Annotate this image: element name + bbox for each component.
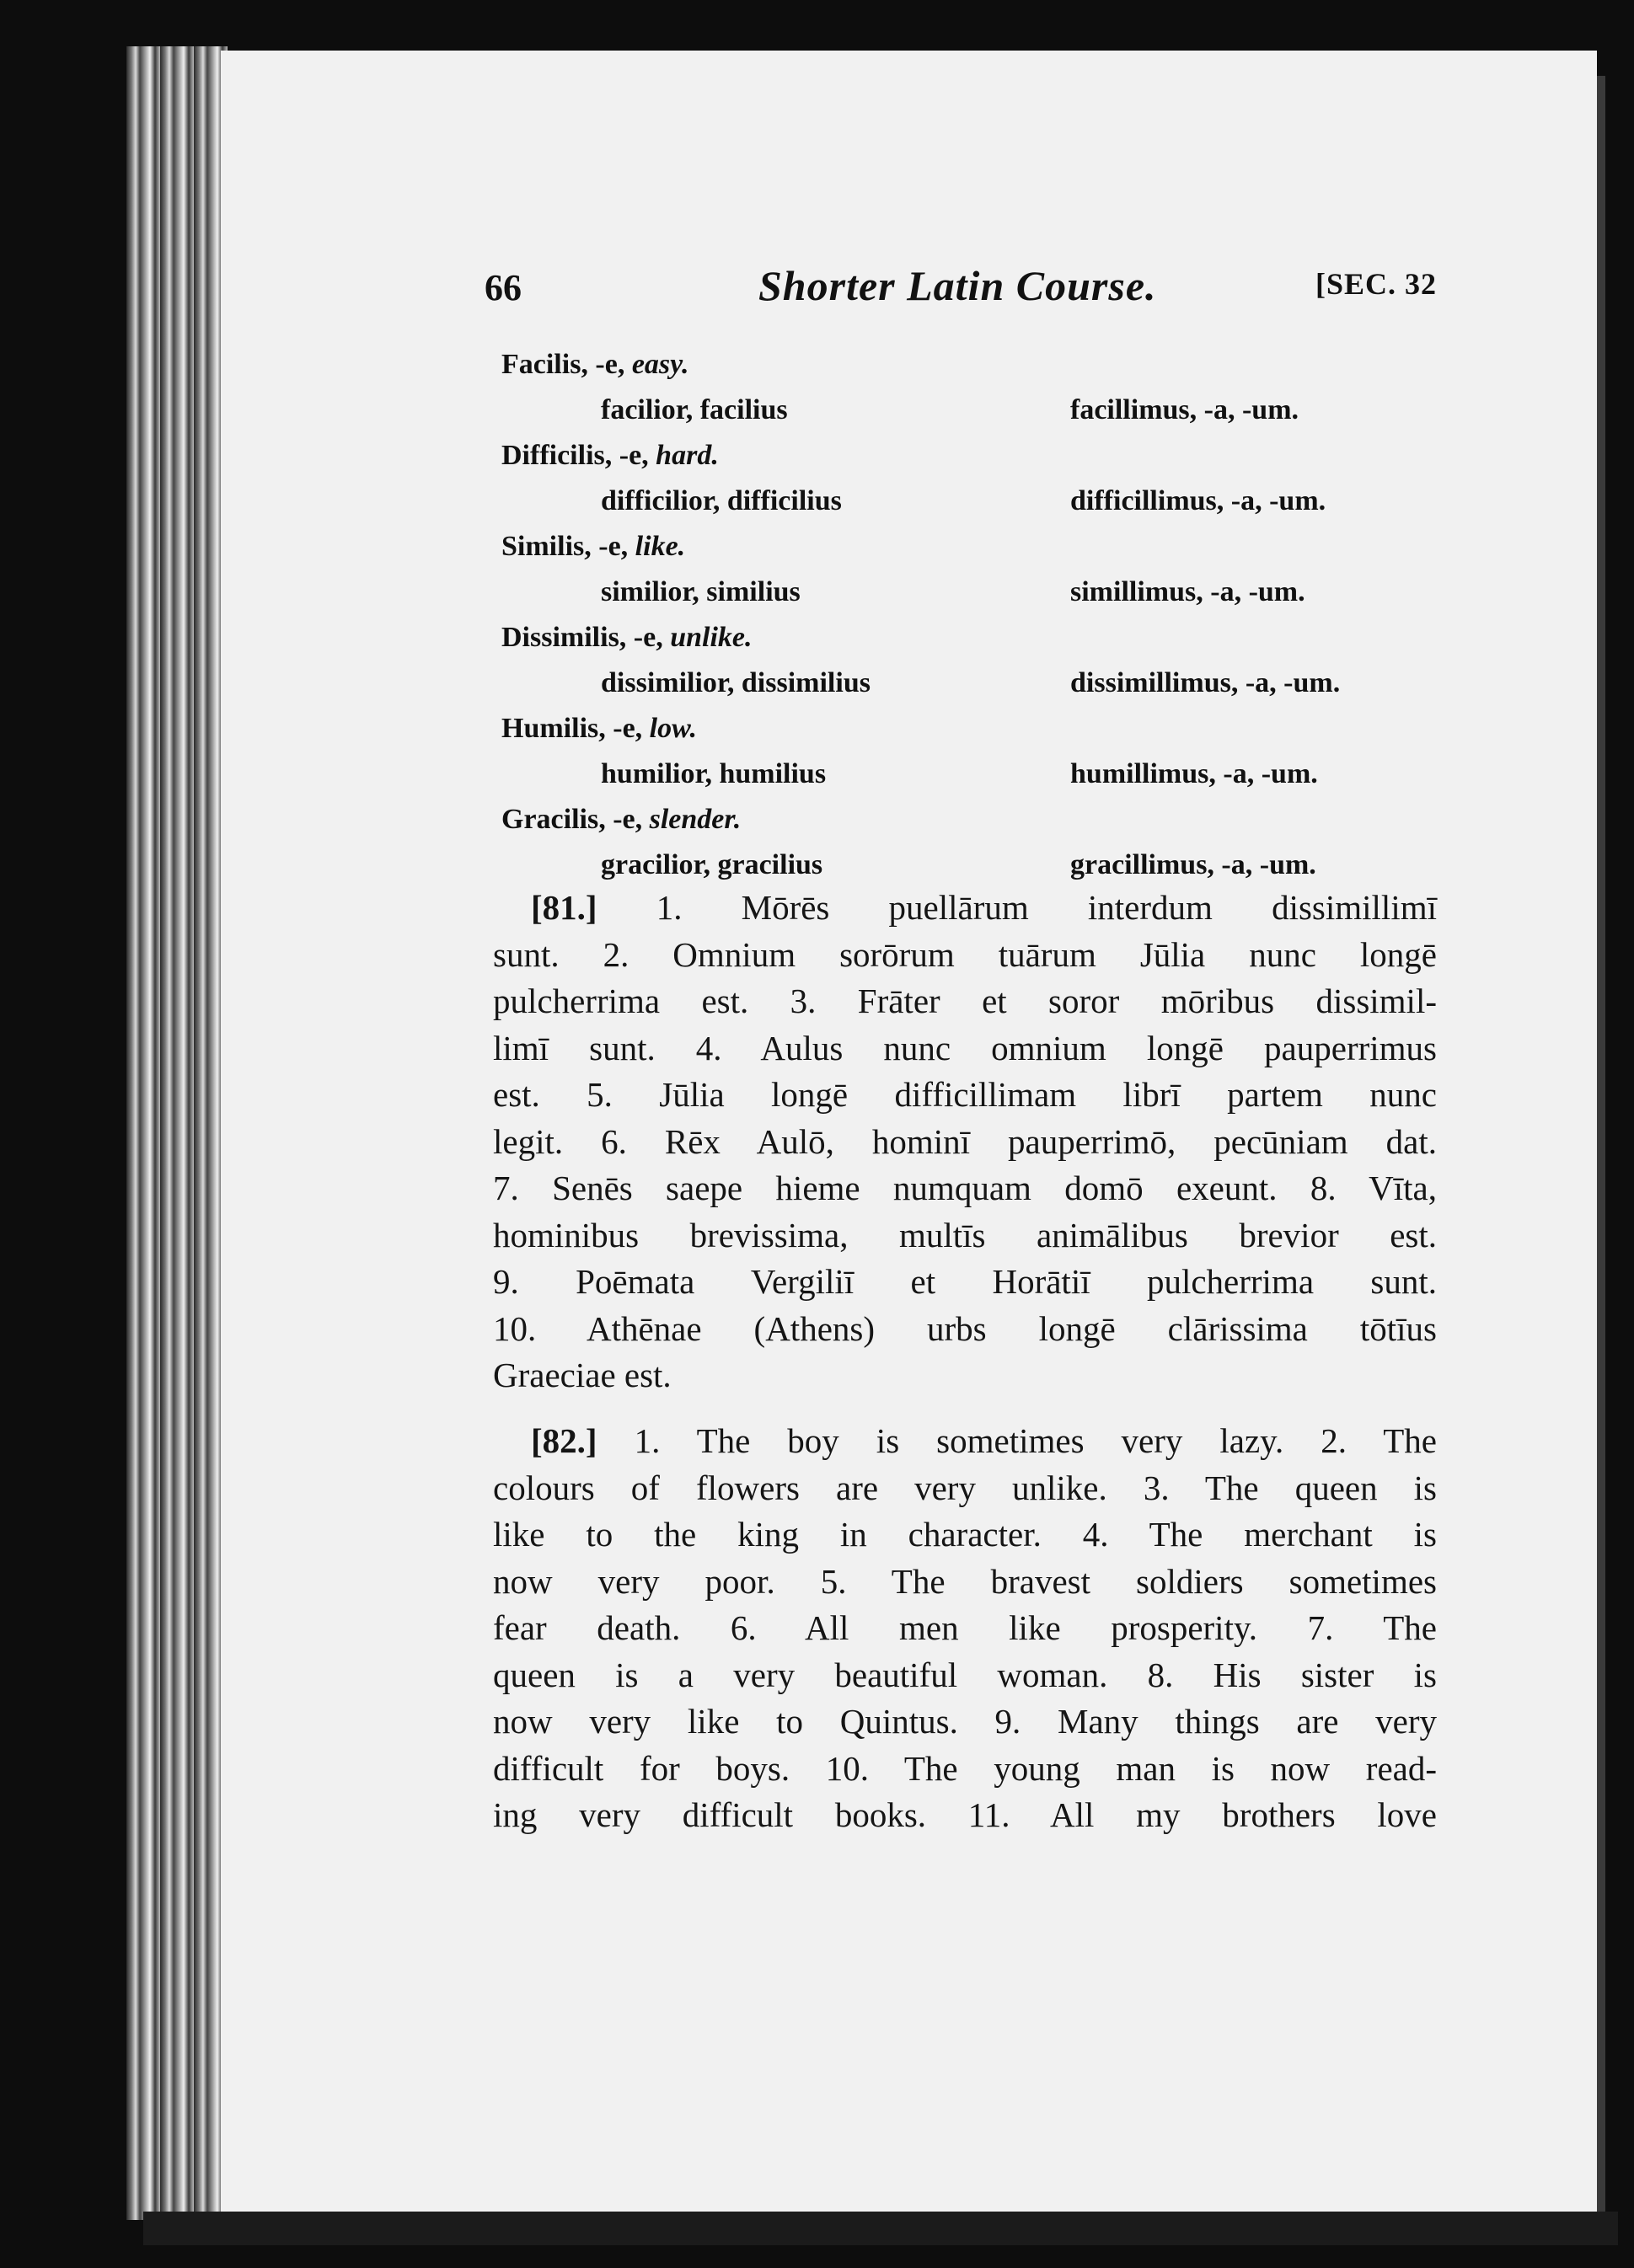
exercise-81 bbox=[493, 885, 1437, 1399]
page-bottom-edge bbox=[143, 2212, 1618, 2245]
section-reference: [SEC. 32 bbox=[1315, 267, 1437, 301]
adjective-forms-row bbox=[501, 391, 1437, 436]
adjective-heading-row bbox=[501, 618, 1437, 664]
adjective-meaning: unlike. bbox=[670, 622, 753, 653]
exercise-line: limī sunt. 4. Aulus nunc omnium longē pauperrimus bbox=[493, 1028, 1437, 1067]
exercise-line: fear death. 6. All men like prosperity. 7. The bbox=[493, 1608, 1437, 1647]
exercise-number: [82.] bbox=[531, 1421, 597, 1460]
exercise-line: difficult for boys. 10. The young man is now read- bbox=[493, 1748, 1437, 1788]
exercise-line: hominibus brevissima, multīs animālibus brevior est. bbox=[493, 1215, 1437, 1254]
exercise-line: 7. Senēs saepe hieme numquam domō exeunt. 8. Vīta, bbox=[493, 1169, 1437, 1207]
adjective-meaning: like. bbox=[635, 531, 686, 562]
adjective-comparative: dissimilior, dissimilius bbox=[601, 667, 871, 698]
adjective-comparative: gracilior, gracilius bbox=[601, 849, 823, 880]
page-right-edge bbox=[1597, 76, 1605, 2216]
adjective-positive: Similis, -e, bbox=[501, 531, 629, 562]
exercise-line: 10. Athēnae (Athens) urbs longē clārissima tōtīus bbox=[493, 1308, 1437, 1348]
adjective-heading-row bbox=[501, 709, 1437, 755]
adjective-superlative: simillimus, -a, -um. bbox=[1070, 576, 1305, 607]
adjective-comparative: facilior, facilius bbox=[601, 394, 788, 425]
adjective-meaning: low. bbox=[649, 713, 698, 744]
adjective-forms-row bbox=[501, 755, 1437, 800]
exercise-82 bbox=[493, 1418, 1437, 1839]
exercise-line: like to the king in character. 4. The merchant is bbox=[493, 1515, 1437, 1554]
adjective-positive: Facilis, -e, bbox=[501, 349, 625, 380]
exercise-line: 9. Poēmata Vergiliī et Horātiī pulcherrima sunt. bbox=[493, 1262, 1437, 1301]
adjective-forms-row bbox=[501, 573, 1437, 618]
adjective-positive: Humilis, -e, bbox=[501, 713, 643, 744]
adjective-meaning: hard. bbox=[656, 440, 719, 471]
exercise-line: pulcherrima est. 3. Frāter et soror mōribus dissimil- bbox=[493, 982, 1437, 1020]
adjective-heading-row bbox=[501, 527, 1437, 573]
adjective-meaning: easy. bbox=[631, 349, 689, 380]
exercise-line: now very like to Quintus. 9. Many things are very bbox=[493, 1702, 1437, 1741]
exercise-line: sunt. 2. Omnium sorōrum tuārum Jūlia nunc longē bbox=[493, 934, 1437, 974]
adjective-positive: Dissimilis, -e, bbox=[501, 622, 663, 653]
adjective-comparison-table bbox=[501, 345, 1437, 891]
adjective-heading-row bbox=[501, 436, 1437, 482]
book-binding bbox=[126, 46, 228, 2220]
adjective-forms-row bbox=[501, 482, 1437, 527]
page-number: 66 bbox=[485, 267, 522, 308]
exercise-line: legit. 6. Rēx Aulō, hominī pauperrimō, pecūniam dat. bbox=[493, 1121, 1437, 1161]
exercise-line: now very poor. 5. The bravest soldiers sometimes bbox=[493, 1561, 1437, 1601]
exercise-line: ing very difficult books. 11. All my brothers love bbox=[493, 1795, 1437, 1834]
adjective-meaning: slender. bbox=[649, 804, 742, 835]
adjective-superlative: humillimus, -a, -um. bbox=[1070, 758, 1318, 789]
adjective-comparative: difficilior, difficilius bbox=[601, 485, 842, 516]
exercise-line: [82.] 1. The boy is sometimes very lazy. 2. The bbox=[531, 1421, 1437, 1460]
adjective-heading-row bbox=[501, 800, 1437, 846]
exercise-line: Graeciae est. bbox=[493, 1356, 672, 1394]
exercise-line: est. 5. Jūlia longē difficillimam librī partem nunc bbox=[493, 1075, 1437, 1114]
running-title: Shorter Latin Course. bbox=[758, 262, 1157, 309]
adjective-superlative: difficillimus, -a, -um. bbox=[1070, 485, 1326, 516]
adjective-superlative: dissimillimus, -a, -um. bbox=[1070, 667, 1341, 698]
exercise-number: [81.] bbox=[531, 888, 597, 927]
adjective-positive: Difficilis, -e, bbox=[501, 440, 649, 471]
running-header bbox=[485, 261, 1437, 320]
adjective-superlative: facillimus, -a, -um. bbox=[1070, 394, 1299, 425]
adjective-forms-row bbox=[501, 664, 1437, 709]
adjective-comparative: similior, similius bbox=[601, 576, 801, 607]
exercise-line: [81.] 1. Mōrēs puellārum interdum dissimillimī bbox=[531, 888, 1437, 927]
adjective-comparative: humilior, humilius bbox=[601, 758, 827, 789]
adjective-positive: Gracilis, -e, bbox=[501, 804, 643, 835]
exercise-line: queen is a very beautiful woman. 8. His sister is bbox=[493, 1655, 1437, 1694]
adjective-heading-row bbox=[501, 345, 1437, 391]
adjective-superlative: gracillimus, -a, -um. bbox=[1070, 849, 1316, 880]
exercise-line: colours of flowers are very unlike. 3. The queen is bbox=[493, 1468, 1437, 1507]
